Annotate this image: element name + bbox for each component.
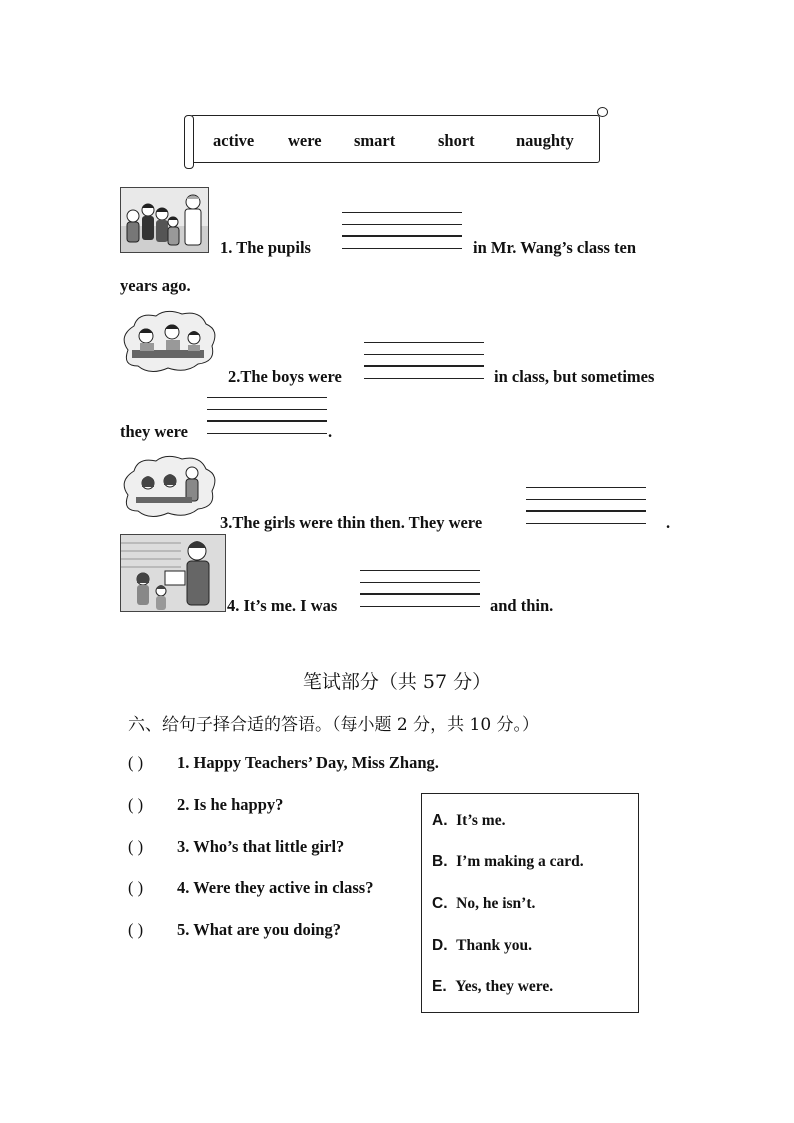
q1-writing-lines[interactable] bbox=[342, 212, 462, 250]
answer-choice bbox=[432, 937, 532, 955]
answer-letter: A. bbox=[432, 812, 448, 829]
answer-letter: D. bbox=[432, 937, 448, 954]
scroll-roll-right bbox=[597, 107, 608, 117]
girls-illustration bbox=[118, 453, 220, 521]
answer-letter: E. bbox=[432, 978, 447, 995]
answer-bracket[interactable]: ( ) bbox=[128, 753, 144, 772]
section6-title: 六、给句子择合适的答语。（每小题 2 分，共 10 分。） bbox=[128, 715, 540, 735]
q3-end-period: . bbox=[666, 513, 671, 532]
word-bank-item: were bbox=[288, 131, 322, 150]
answer-choice bbox=[432, 895, 535, 913]
q2-continuation: they were bbox=[120, 422, 188, 441]
word-bank-item: smart bbox=[354, 131, 396, 150]
pupils-drawing bbox=[121, 188, 208, 252]
answer-bracket[interactable]: ( ) bbox=[128, 878, 144, 897]
answer-bracket[interactable]: ( ) bbox=[128, 795, 144, 814]
q3-lead: 3.The girls were thin then. They were bbox=[220, 513, 483, 532]
q2-writing-lines-2[interactable] bbox=[207, 397, 327, 435]
q2-writing-lines-1[interactable] bbox=[364, 342, 484, 380]
section-title: 笔试部分（共 57 分） bbox=[302, 671, 492, 693]
answer-choice bbox=[432, 853, 584, 871]
answer-bracket[interactable]: ( ) bbox=[128, 920, 144, 939]
answer-text: Thank you. bbox=[456, 937, 532, 954]
word-bank-item: short bbox=[438, 131, 475, 150]
girls-drawing bbox=[118, 453, 220, 521]
answer-choices-box bbox=[421, 793, 639, 1013]
answer-text: It’s me. bbox=[456, 812, 506, 829]
q4-writing-lines[interactable] bbox=[360, 570, 480, 608]
q1-lead: 1. The pupils bbox=[220, 238, 311, 257]
pupils-illustration bbox=[120, 187, 209, 253]
question-text: 4. Were they active in class? bbox=[177, 878, 374, 897]
boys-illustration bbox=[118, 310, 218, 376]
q3-writing-lines[interactable] bbox=[526, 487, 646, 525]
word-bank-item: naughty bbox=[516, 131, 574, 150]
boys-drawing bbox=[118, 310, 218, 376]
q4-tail: and thin. bbox=[490, 596, 554, 615]
q2-end-period: . bbox=[328, 422, 333, 441]
answer-choice bbox=[432, 978, 553, 996]
question-text: 1. Happy Teachers’ Day, Miss Zhang. bbox=[177, 753, 439, 772]
question-text: 2. Is he happy? bbox=[177, 795, 284, 814]
answer-bracket[interactable]: ( ) bbox=[128, 837, 144, 856]
q1-continuation: years ago. bbox=[120, 276, 191, 295]
q1-tail: in Mr. Wang’s class ten bbox=[473, 238, 637, 257]
question-text: 3. Who’s that little girl? bbox=[177, 837, 345, 856]
scroll-roll-left bbox=[184, 115, 194, 169]
q2-lead: 2.The boys were bbox=[228, 367, 342, 386]
word-bank-scroll bbox=[184, 107, 608, 169]
q2-tail: in class, but sometimes bbox=[494, 367, 655, 386]
word-bank-item: active bbox=[213, 131, 255, 150]
question-text: 5. What are you doing? bbox=[177, 920, 341, 939]
photo-drawing bbox=[121, 535, 225, 611]
answer-text: No, he isn’t. bbox=[456, 895, 536, 912]
answer-choice bbox=[432, 812, 505, 830]
q4-lead: 4. It’s me. I was bbox=[227, 596, 338, 615]
answer-letter: B. bbox=[432, 853, 448, 870]
answer-text: Yes, they were. bbox=[455, 978, 554, 995]
photo-illustration bbox=[120, 534, 226, 612]
answer-letter: C. bbox=[432, 895, 448, 912]
answer-text: I’m making a card. bbox=[456, 853, 584, 870]
